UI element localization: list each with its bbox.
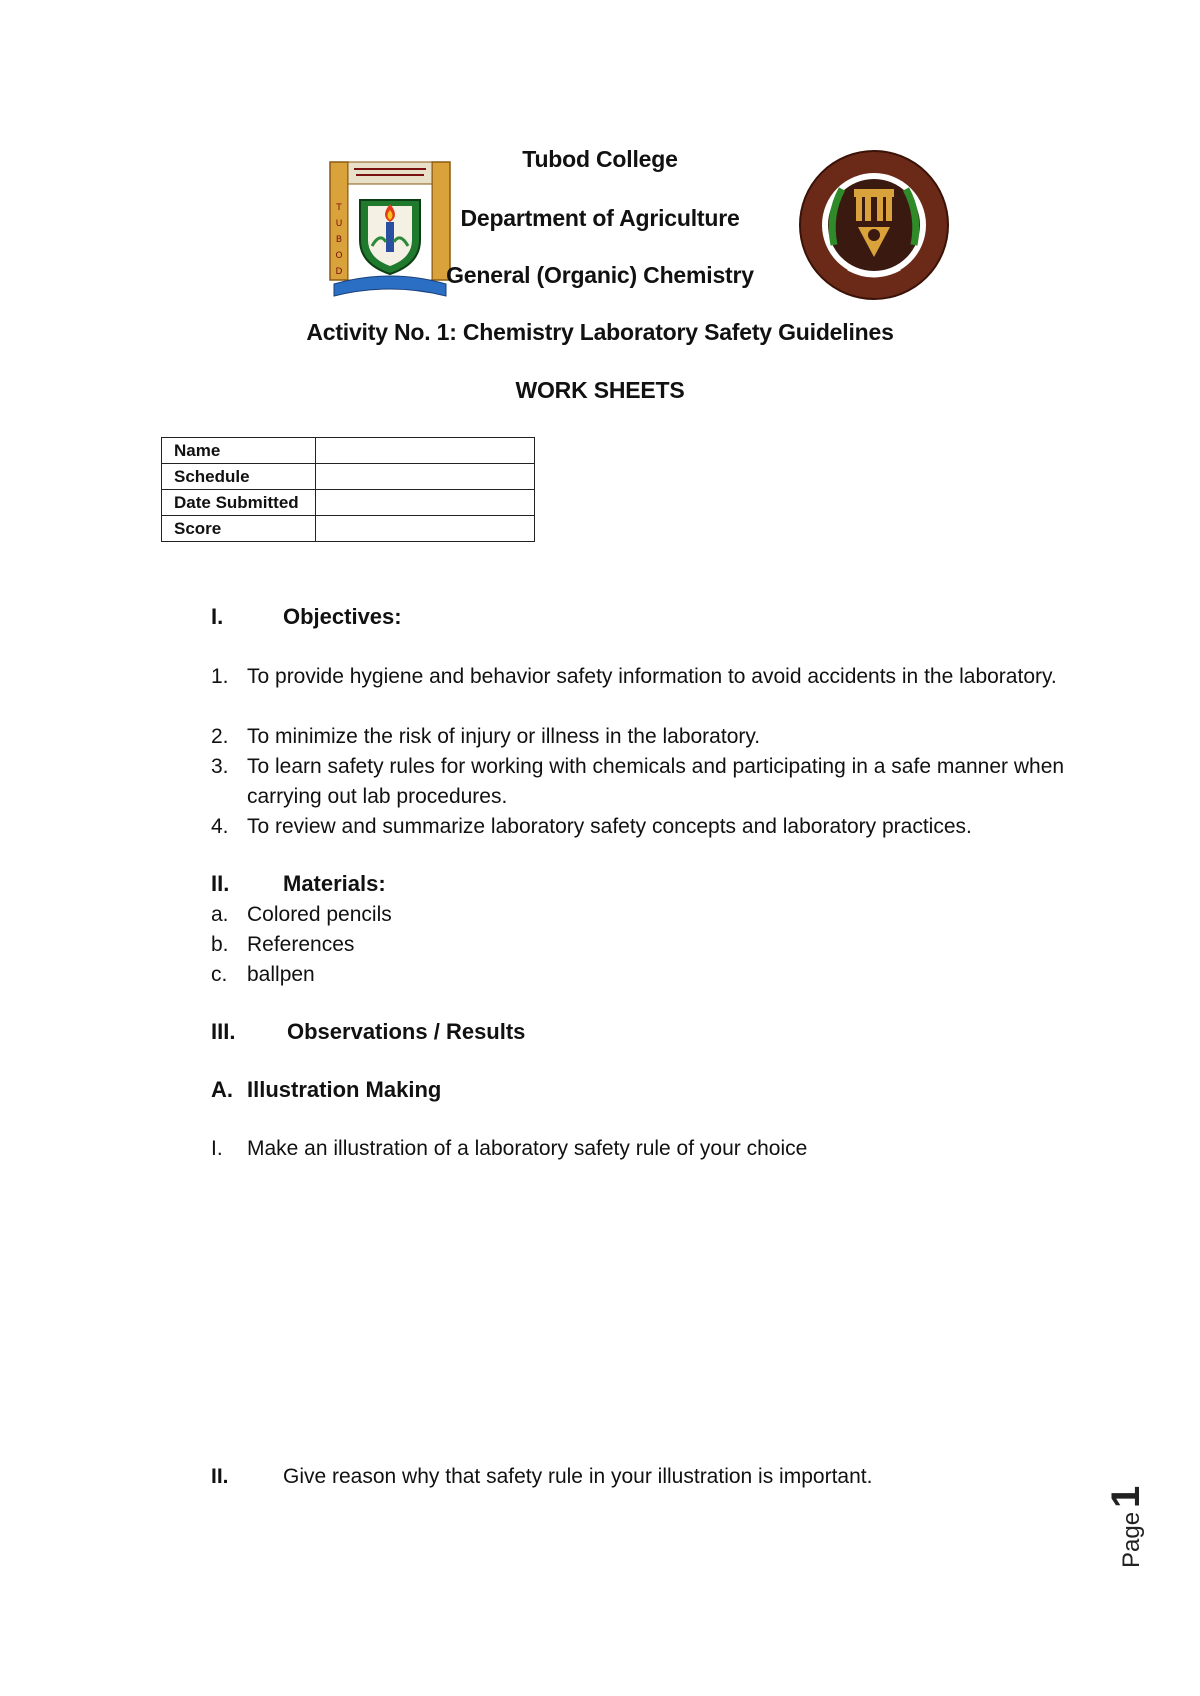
schedule-field[interactable] — [316, 464, 535, 490]
objective-number: 2. — [211, 725, 229, 748]
section-title: Objectives: — [283, 604, 402, 629]
objective-number: 1. — [211, 665, 229, 688]
material-item — [211, 963, 315, 987]
task-item — [211, 1137, 807, 1161]
material-letter: c. — [211, 963, 228, 986]
date-submitted-field[interactable] — [316, 490, 535, 516]
svg-text:U: U — [335, 219, 343, 229]
materials-heading — [211, 871, 386, 897]
info-row-score — [162, 516, 535, 542]
page-number — [1104, 1468, 1154, 1568]
institution-name: Tubod College — [522, 146, 678, 172]
info-row-name — [162, 438, 535, 464]
task-text: Make an illustration of a laboratory safety rule of your choice — [247, 1137, 808, 1160]
info-label: Name — [162, 438, 316, 464]
info-row-date-submitted — [162, 490, 535, 516]
illustration-area[interactable] — [211, 1175, 1091, 1445]
svg-text:B: B — [335, 235, 343, 245]
course-title: General (Organic) Chemistry — [446, 262, 754, 288]
section-title: Observations / Results — [287, 1019, 526, 1044]
task-number: I. — [211, 1137, 223, 1160]
page-label: Page — [1118, 1511, 1145, 1568]
page-number-value: 1 — [1104, 1485, 1148, 1508]
info-label: Schedule — [162, 464, 316, 490]
material-item — [211, 933, 354, 957]
svg-text:T: T — [336, 203, 342, 213]
objective-text: To review and summarize laboratory safety concepts and laboratory practices. — [247, 815, 972, 838]
observations-heading — [211, 1019, 525, 1045]
objective-number: 3. — [211, 755, 229, 778]
objective-item — [211, 752, 1091, 812]
material-letter: a. — [211, 903, 229, 926]
material-text: ballpen — [247, 963, 315, 986]
objective-text: To learn safety rules for working with chemicals and participating in a safe manner when carrying out lab procedures. — [247, 755, 1065, 808]
objective-text: To minimize the risk of injury or illness in the laboratory. — [247, 725, 761, 748]
student-info-table — [161, 437, 535, 542]
task-item — [211, 1465, 872, 1489]
name-field[interactable] — [316, 438, 535, 464]
material-text: References — [247, 933, 355, 956]
info-label: Score — [162, 516, 316, 542]
illustration-heading — [211, 1077, 441, 1103]
task-number: II. — [211, 1465, 229, 1488]
info-label: Date Submitted — [162, 490, 316, 516]
task-text: Give reason why that safety rule in your illustration is important. — [283, 1465, 873, 1488]
doc-type-title: WORK SHEETS — [515, 377, 685, 403]
info-row-schedule — [162, 464, 535, 490]
subsection-letter: A. — [211, 1077, 233, 1102]
objective-item — [211, 722, 1091, 752]
section-number: II. — [211, 871, 230, 896]
subsection-title: Illustration Making — [247, 1077, 442, 1102]
objective-number: 4. — [211, 815, 229, 838]
material-text: Colored pencils — [247, 903, 392, 926]
section-number: I. — [211, 604, 224, 629]
activity-title: Activity No. 1: Chemistry Laboratory Safety Guidelines — [306, 319, 894, 345]
section-title: Materials: — [283, 871, 386, 896]
svg-text:D: D — [335, 267, 343, 277]
objective-item — [211, 662, 1091, 692]
objectives-heading — [211, 604, 402, 630]
svg-text:O: O — [335, 251, 343, 261]
section-number: III. — [211, 1019, 236, 1044]
material-item — [211, 903, 392, 927]
score-field[interactable] — [316, 516, 535, 542]
objective-text: To provide hygiene and behavior safety information to avoid accidents in the laboratory. — [247, 665, 1057, 688]
objective-item — [211, 812, 1091, 842]
material-letter: b. — [211, 933, 229, 956]
department-name: Department of Agriculture — [460, 205, 740, 231]
